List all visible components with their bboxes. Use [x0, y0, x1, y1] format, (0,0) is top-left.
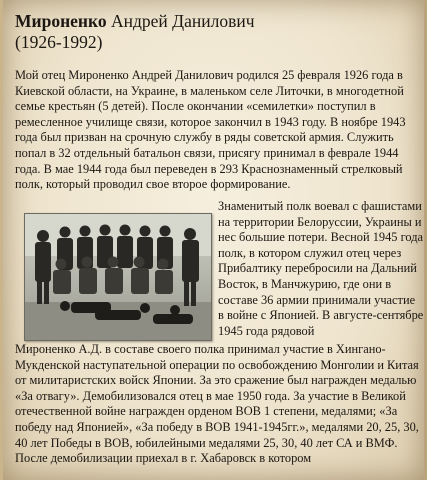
paragraph-war-service: Знаменитый полк воевал с фашистами на территории Белоруссии, Украины и нес большие потери. Весной 1945 года полк, в котором служил отец через Прибалтику перебросили на Дальний Восток, в Манчжурию, где они в составе 36 армии принимали участие в войне с Японией. В августе-сентябре 1945 года рядовой	[218, 199, 424, 338]
paragraph-awards: Мироненко А.Д. в составе своего полка принимал участие в Хингано-Мукденской наступательной операции по освобождению Монголии и Китая от милитаристских войск Японии. За это сражение был награжден медалью «За отвагу». Демобилизовался отец в мае 1950 года. За участие в Великой отечественной войне награжден орденом ВОВ 1 степени, медалями; «За победу над Японией», «За победу в ВОВ 1941-1945гг.», медалями 20, 25, 30, 40 лет Победы в ВОВ, юбилейными медалями 25, 30, 40 лет СА и ВМФ. После демобилизации приехал в г. Хабаровск в котором	[15, 342, 419, 466]
page-heading	[15, 11, 255, 53]
life-years: (1926-1992)	[15, 32, 103, 52]
group-photo	[24, 213, 212, 341]
paragraph-biography-intro: Мой отец Мироненко Андрей Данилович родился 25 февраля 1926 года в Киевской области, на Украине, в маленьком селе Литочки, в многодетной семье крестьян (5 детей). После окончании «семилетки» поступил в ремесленное училище связи, которое закончил в 1943 году. В ноябре 1943 года был призван на срочную службу в ряды советской армия. Служить попал в 32 отдельный батальон связи, присягу принимал в феврале 1944 года. В мае 1944 года был переведен в 293 Краснознаменный стрелковый полк, который проводил свое второе формирование.	[15, 68, 406, 192]
surname: Мироненко	[15, 11, 107, 31]
soldiers-photo-illustration	[25, 214, 211, 340]
given-names: Андрей Данилович	[111, 11, 255, 31]
